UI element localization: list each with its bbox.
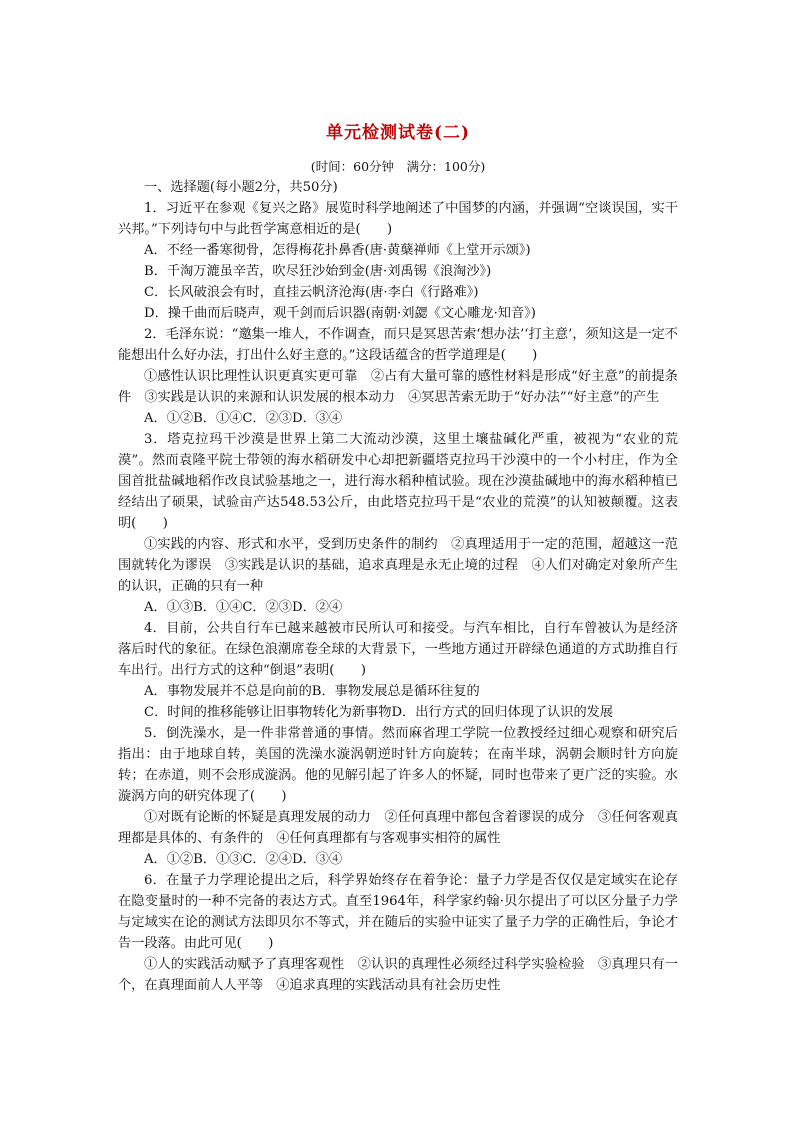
answer-option: A．①③B．①④C．②③D．②④ bbox=[144, 600, 343, 615]
question-stem: 3．塔克拉玛干沙漠是世界上第二大流动沙漠，这里土壤盐碱化严重，被视为“农业的荒漠”。然而袁隆平院士带领的海水稻研发中心却把新疆塔克拉玛干沙漠中的一个小村庄，作为全国首批盐碱地稻作改良试验基地之一，进行海水稻种植试验。现在沙漠盐碱地中的海水稻种植已经结出了硕果，试验亩产达548.53公斤，由此塔克拉玛干是“农业的荒漠”的认知被颠覆。这表明( ) bbox=[118, 432, 678, 531]
question-statements: ①感性认识比理性认识更真实更可靠 ②占有大量可靠的感性材料是形成“好主意”的前提条件 ③实践是认识的来源和认识发展的根本动力 ④冥思苦索无助于“好办法”“好主意”的产生 bbox=[118, 369, 678, 405]
question-statements: ①实践的内容、形式和水平，受到历史条件的制约 ②真理适用于一定的范围，超越这一范围就转化为谬误 ③实践是认识的基础，追求真理是永无止境的过程 ④人们对确定对象所产生的认识，正确的只有一种 bbox=[118, 537, 678, 594]
answer-option: C．时间的推移能够让旧事物转化为新事物D．出行方式的回归体现了认识的发展 bbox=[144, 705, 614, 720]
question-5 bbox=[118, 723, 678, 870]
question-6 bbox=[118, 870, 678, 996]
question-list bbox=[118, 198, 678, 996]
question-1 bbox=[118, 198, 678, 324]
question-stem: 6．在量子力学理论提出之后，科学界始终存在着争论：量子力学是否仅仅是定域实在论存在隐变量时的一种不完备的表达方式。直至1964年，科学家约翰·贝尔提出了可以区分量子力学与定域实在论的测试方法即贝尔不等式，并在随后的实验中证实了量子力学的正确性后，争论才告一段落。由此可见( ) bbox=[118, 873, 678, 951]
question-stem: 4．目前，公共自行车已越来越被市民所认可和接受。与汽车相比，自行车曾被认为是经济落后时代的象征。在绿色浪潮席卷全球的大背景下，一些地方通过开辟绿色通道的方式助推自行车出行。出行方式的这种“倒退”表明( ) bbox=[118, 621, 678, 678]
page-title: 单元检测试卷(二) bbox=[325, 123, 471, 143]
question-stem: 1．习近平在参观《复兴之路》展览时科学地阐述了中国梦的内涵，并强调“空谈误国，实干兴邦。”下列诗句中与此哲学寓意相近的是( ) bbox=[118, 201, 678, 237]
answer-option: D．操千曲而后晓声，观千剑而后识器(南朝·刘勰《文心雕龙·知音》) bbox=[144, 306, 536, 321]
question-statements: ①对既有论断的怀疑是真理发展的动力 ②任何真理中都包含着谬误的成分 ③任何客观真理都是具体的、有条件的 ④任何真理都有与客观事实相符的属性 bbox=[118, 810, 678, 846]
question-2 bbox=[118, 324, 678, 429]
question-stem: 2．毛泽东说：“邀集一堆人，不作调查，而只是冥思苦索‘想办法’‘打主意’，须知这是一定不能想出什么好办法，打出什么好主意的。”这段话蕴含的哲学道理是( ) bbox=[118, 327, 678, 363]
exam-meta: (时间：60分钟 满分：100分) bbox=[310, 159, 486, 174]
answer-option: A．事物发展并不总是向前的B．事物发展总是循环往复的 bbox=[144, 684, 480, 699]
question-4 bbox=[118, 618, 678, 723]
answer-option: C．长风破浪会有时，直挂云帆济沧海(唐·李白《行路难》) bbox=[144, 285, 479, 300]
answer-option: A．①②B．①③C．②④D．③④ bbox=[144, 852, 343, 867]
answer-option: A．①②B．①④C．②③D．③④ bbox=[144, 411, 343, 426]
section-title: 一、选择题(每小题2分，共50分) bbox=[144, 180, 338, 195]
question-statements: ①人的实践活动赋予了真理客观性 ②认识的真理性必须经过科学实验检验 ③真理只有一个，在真理面前人人平等 ④追求真理的实践活动具有社会历史性 bbox=[118, 957, 678, 993]
question-stem: 5．倒洗澡水，是一件非常普通的事情。然而麻省理工学院一位教授经过细心观察和研究后指出：由于地球自转，美国的洗澡水漩涡朝逆时针方向旋转；在南半球，涡朝会顺时针方向旋转；在赤道，则不会形成漩涡。他的见解引起了许多人的怀疑，同时也带来了更广泛的实验。水漩涡方向的研究体现了( ) bbox=[118, 726, 678, 804]
answer-option: A．不经一番寒彻骨，怎得梅花扑鼻香(唐·黄蘖禅师《上堂开示颂》) bbox=[144, 243, 531, 258]
question-3 bbox=[118, 429, 678, 618]
answer-option: B．千淘万漉虽辛苦，吹尽狂沙始到金(唐·刘禹锡《浪淘沙》) bbox=[144, 264, 492, 279]
exam-page bbox=[118, 118, 678, 996]
